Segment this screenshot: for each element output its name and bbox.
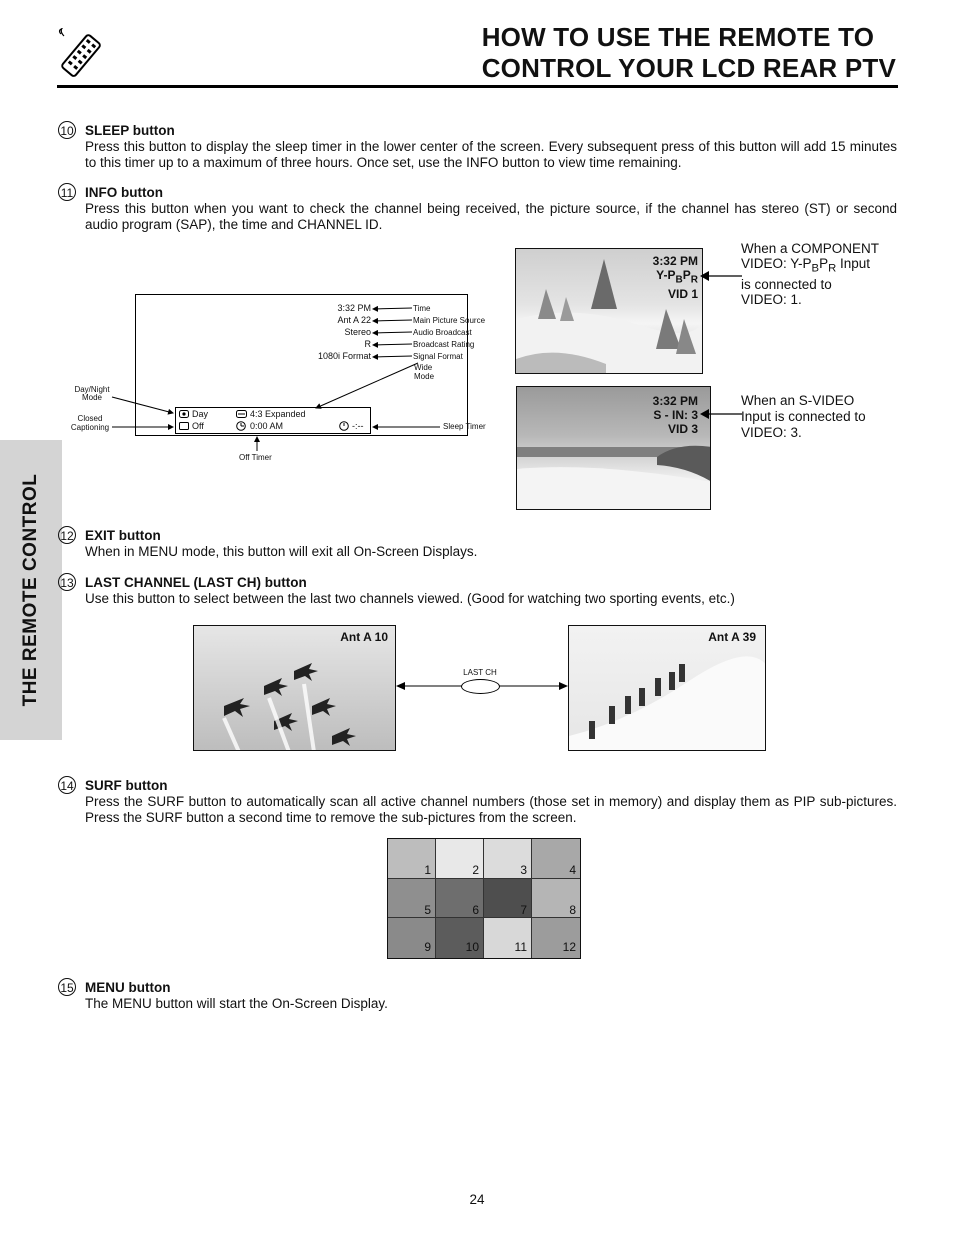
pip-number: 10	[465, 940, 479, 955]
page-title	[482, 22, 896, 84]
screen-time: 3:32 PM	[337, 303, 371, 313]
caption-prefix: VIDEO: Y-P	[741, 256, 812, 271]
pip-cell	[388, 918, 436, 958]
component-overlay-source	[653, 268, 698, 287]
section-number-14: 14	[58, 776, 76, 794]
last-channel-button-text: Use this button to select between the last two channels viewed. (Good for watching two sporting events, etc.)	[85, 591, 735, 606]
pip-cell	[484, 879, 532, 919]
caption-sub-r: R	[828, 262, 837, 275]
component-caption-line2	[741, 256, 879, 277]
pip-number: 7	[520, 902, 527, 917]
pip-number: 11	[514, 940, 527, 955]
component-caption-line3: is connected to	[741, 276, 832, 292]
pip-number: 9	[424, 940, 431, 955]
surf-button-text: Press the SURF button to automatically scan all active channel numbers (those set in memory) and display them as PIP sub-pictures. Press the SURF button a second time to remove the sub-pictures from the screen.	[85, 794, 897, 825]
component-caption-line1: When a COMPONENT	[741, 241, 880, 256]
component-overlay	[653, 254, 698, 301]
screen-audio: Stereo	[344, 327, 371, 337]
title-rule	[57, 85, 898, 88]
label-day-night-mode: Day/Night Mode	[74, 385, 110, 402]
status-aspect: 4:3 Expanded	[250, 409, 306, 419]
svideo-pointer-arrow	[700, 408, 745, 420]
page-title-line1: HOW TO USE THE REMOTE TO	[481, 22, 875, 52]
last-ch-button[interactable]	[461, 679, 500, 694]
source-sub-b: B	[675, 274, 683, 286]
surf-pip-grid	[387, 838, 581, 959]
page-title-line2: CONTROL YOUR LCD REAR PTV	[481, 53, 896, 83]
section-number-11: 11	[58, 183, 76, 201]
last-ch-right-screen	[568, 625, 766, 751]
label-closed-captioning: Closed Captioning	[70, 414, 110, 432]
status-day: Day	[192, 409, 209, 419]
pip-cell	[532, 839, 580, 879]
svideo-overlay-source: S - IN: 3	[653, 408, 698, 422]
last-channel-button-title: LAST CHANNEL (LAST CH) button	[85, 575, 307, 590]
pip-number: 12	[562, 940, 576, 955]
info-display-diagram	[60, 290, 500, 470]
source-prefix: Y-P	[656, 268, 676, 282]
pip-number: 4	[569, 863, 576, 877]
screen-format: 1080i Format	[317, 351, 371, 361]
last-ch-left-screen	[193, 625, 396, 751]
pip-number: 1	[424, 863, 431, 877]
pip-number: 8	[569, 902, 576, 917]
pip-number: 3	[520, 863, 527, 877]
label-audio-broadcast: Audio Broadcast	[413, 328, 472, 337]
sleep-button-title: SLEEP button	[85, 123, 175, 138]
component-video-screen	[515, 248, 703, 374]
climbers-image	[569, 626, 766, 751]
page-number: 24	[469, 1192, 485, 1207]
pip-cell	[388, 879, 436, 919]
source-p: P	[682, 268, 691, 282]
status-off: Off	[192, 421, 204, 431]
caption-p: P	[819, 256, 829, 271]
exit-button-text: When in MENU mode, this button will exit all On-Screen Displays.	[85, 544, 478, 559]
component-pointer-arrow	[700, 270, 745, 282]
label-sleep-timer: Sleep Timer	[443, 422, 486, 431]
last-ch-right-channel: Ant A 39	[708, 630, 756, 644]
surf-button-title: SURF button	[85, 778, 168, 793]
diagram-arrows	[60, 290, 500, 470]
caption-suffix: Input	[836, 256, 870, 271]
info-button-text: Press this button when you want to check the channel being received, the picture source, if the channel has stereo (ST) or second audio program (SAP), the time and CHANNEL ID.	[85, 201, 897, 232]
section-number-10: 10	[58, 121, 76, 139]
menu-button-text: The MENU button will start the On-Screen Display.	[85, 996, 388, 1011]
jets-image	[194, 626, 396, 751]
remote-control-icon	[55, 28, 105, 80]
pip-number: 5	[424, 902, 431, 917]
svideo-screen	[516, 386, 711, 510]
pip-number: 2	[472, 863, 479, 877]
label-time: Time	[413, 304, 431, 313]
component-caption	[741, 241, 879, 307]
label-signal-format: Signal Format	[413, 352, 463, 361]
label-broadcast-rating: Broadcast Rating	[413, 340, 475, 349]
label-wide-mode: Wide Mode	[414, 363, 435, 381]
sidebar-label: THE REMOTE CONTROL	[20, 473, 41, 707]
last-ch-left-channel: Ant A 10	[340, 630, 388, 644]
status-off-time: 0:00 AM	[250, 421, 284, 431]
svideo-caption	[741, 393, 866, 441]
source-sub-r: R	[690, 274, 698, 286]
status-sleep: -:--	[352, 421, 364, 431]
svideo-overlay	[653, 394, 698, 436]
pip-cell	[436, 879, 484, 919]
svideo-caption-line2: Input is connected to	[741, 409, 866, 424]
pip-cell	[484, 918, 532, 958]
label-main-picture-source: Main Picture Source	[413, 316, 486, 325]
pip-cell	[532, 918, 580, 958]
section-number-12: 12	[58, 526, 76, 544]
pip-cell	[436, 839, 484, 879]
menu-button-title: MENU button	[85, 980, 171, 995]
pip-cell	[532, 879, 580, 919]
exit-button-title: EXIT button	[85, 528, 161, 543]
svideo-overlay-time: 3:32 PM	[652, 394, 698, 408]
section-number-13: 13	[58, 573, 76, 591]
component-overlay-time: 3:32 PM	[652, 254, 698, 268]
svideo-overlay-input: VID 3	[667, 422, 698, 436]
caption-sub-b: B	[811, 262, 820, 275]
section-sidebar	[0, 440, 62, 740]
section-number-15: 15	[58, 978, 76, 996]
sleep-button-text: Press this button to display the sleep timer in the lower center of the screen. Every subsequent press of this button will add 15 minutes to this timer up to a maximum of three hours. Once set, use the INFO button to view time remaining.	[85, 139, 897, 170]
pip-cell	[388, 839, 436, 879]
component-caption-line4: VIDEO: 1.	[741, 291, 802, 307]
pip-cell	[436, 918, 484, 958]
screen-rating: R	[364, 339, 371, 349]
info-button-title: INFO button	[85, 185, 163, 200]
pip-number: 6	[472, 902, 479, 917]
last-ch-button-label: LAST CH	[463, 668, 497, 677]
svideo-caption-line1: When an S-VIDEO	[741, 393, 855, 408]
component-overlay-input: VID 1	[667, 287, 698, 302]
label-off-timer: Off Timer	[239, 453, 272, 462]
screen-source: Ant A 22	[337, 315, 371, 325]
svideo-caption-line3: VIDEO: 3.	[741, 425, 802, 440]
pip-cell	[484, 839, 532, 879]
